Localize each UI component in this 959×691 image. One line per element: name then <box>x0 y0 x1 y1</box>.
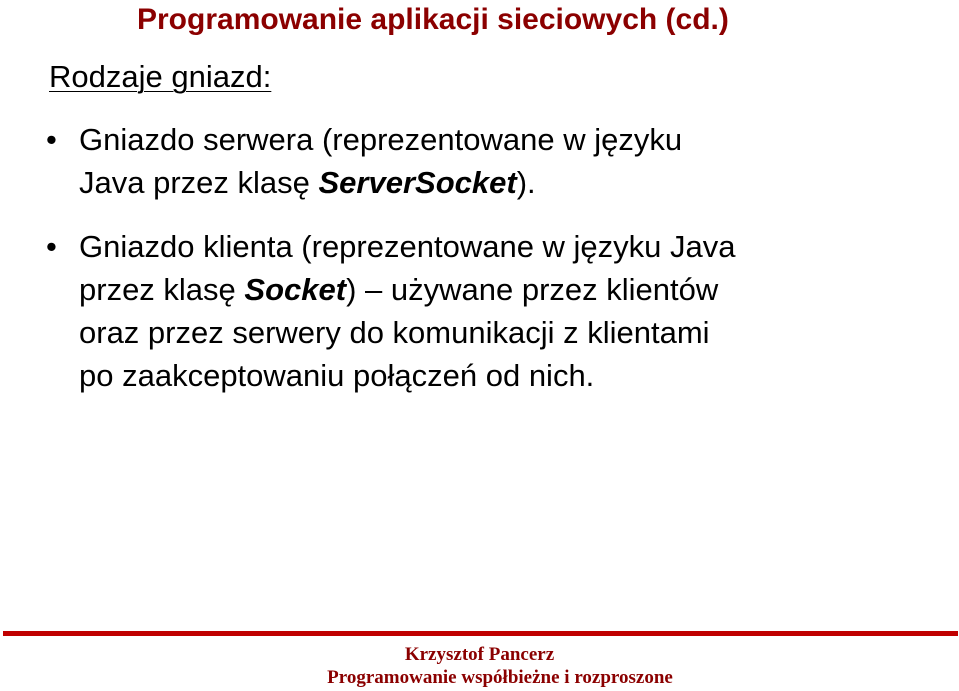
bullet-text: przez klasę <box>79 272 245 307</box>
bullet-line: Gniazdo klienta (reprezentowane w języku Java <box>79 229 736 264</box>
slide-title: Programowanie aplikacji sieciowych (cd.) <box>137 3 729 36</box>
footer-divider <box>3 631 958 636</box>
code-term-server-socket: ServerSocket <box>318 165 517 200</box>
bullet-line <box>79 161 682 204</box>
section-heading: Rodzaje gniazd: <box>49 59 272 94</box>
bullet-item-socket <box>46 225 736 397</box>
bullet-text: Java przez klasę <box>79 165 319 200</box>
bullet-icon: • <box>46 122 57 157</box>
bullet-line: Gniazdo serwera (reprezentowane w języku <box>79 122 683 157</box>
bullet-line <box>79 268 736 311</box>
bullet-item-server-socket <box>46 118 682 204</box>
footer-course-name: Programowanie współbieżne i rozproszone <box>327 667 673 688</box>
bullet-text: ) – używane przez klientów <box>346 272 719 307</box>
bullet-icon: • <box>46 229 57 264</box>
bullet-text: ). <box>516 165 536 200</box>
footer-author: Krzysztof Pancerz <box>404 644 555 665</box>
bullet-line: oraz przez serwery do komunikacji z klientami <box>79 315 710 350</box>
code-term-socket: Socket <box>244 272 347 307</box>
bullet-line: po zaakceptowaniu połączeń od nich. <box>79 358 595 393</box>
